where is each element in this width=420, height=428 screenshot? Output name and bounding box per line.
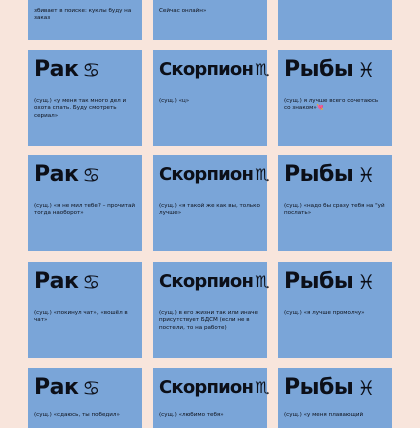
card-cancer	[28, 368, 142, 428]
sign-name: Скорпион	[159, 271, 254, 292]
sign-name: Скорпион	[159, 377, 254, 398]
scorpio-symbol-icon: ♏	[255, 378, 269, 397]
sign-name: Рыбы	[284, 162, 354, 187]
pisces-symbol-icon: ♓	[357, 270, 375, 294]
card-description: (сущ.) «я не мил тебе? – прочитай тогда наоборот»	[34, 203, 136, 217]
card-top-2	[153, 0, 267, 40]
card-description: (сущ.) «у меня плавающий	[284, 412, 364, 418]
card-pisces	[278, 262, 392, 358]
card-description: Сейчас онлайн»	[159, 8, 207, 14]
cancer-symbol-icon: ♋	[82, 163, 100, 187]
card-scorpio	[153, 368, 267, 428]
card-scorpio	[153, 155, 267, 251]
card-cancer	[28, 262, 142, 358]
card-description: (сущ.) «у меня так много дел и охота спать. Буду смотреть сериал»	[34, 98, 127, 119]
card-description: (сущ.) «любимо тебя»	[159, 412, 224, 418]
sign-name: Рак	[34, 375, 79, 400]
card-pisces	[278, 50, 392, 146]
sign-name: Рыбы	[284, 375, 354, 400]
card-description: (сущ.) «я лучше промолчу»	[284, 310, 365, 316]
pisces-symbol-icon: ♓	[357, 163, 375, 187]
sign-name: Рак	[34, 57, 79, 82]
cancer-symbol-icon: ♋	[82, 270, 100, 294]
card-description: (сущ.) я лучше всего сочетаюсь со знаком»💘	[284, 98, 379, 112]
pisces-symbol-icon: ♓	[357, 376, 375, 400]
scorpio-symbol-icon: ♏	[255, 60, 269, 79]
card-pisces	[278, 368, 392, 428]
pisces-symbol-icon: ♓	[357, 58, 375, 82]
card-description: (сущ.) «надо бы сразу тебя на "уй послать»	[284, 203, 385, 217]
card-scorpio	[153, 50, 267, 146]
sign-name: Рак	[34, 269, 79, 294]
sign-name: Рыбы	[284, 57, 354, 82]
sign-name: Рак	[34, 162, 79, 187]
card-pisces	[278, 155, 392, 251]
card-cancer	[28, 50, 142, 146]
sign-name: Скорпион	[159, 164, 254, 185]
cancer-symbol-icon: ♋	[82, 376, 100, 400]
cancer-symbol-icon: ♋	[82, 58, 100, 82]
card-description: (сущ.) «покинул чат», «вошёл в чат»	[34, 310, 128, 324]
card-description: (сущ.) «ц»	[159, 98, 190, 104]
card-description: (сущ.) в его жизни так или иначе присутствует БДСМ (если не в постели, то на работе)	[159, 310, 258, 331]
card-top-3	[278, 0, 392, 40]
sign-name: Рыбы	[284, 269, 354, 294]
scorpio-symbol-icon: ♏	[255, 165, 269, 184]
card-description: збивает в поиске: куклы буду на заказ	[34, 8, 132, 22]
scorpio-symbol-icon: ♏	[255, 272, 269, 291]
card-top-1	[28, 0, 142, 40]
card-scorpio	[153, 262, 267, 358]
card-cancer	[28, 155, 142, 251]
sign-name: Скорпион	[159, 59, 254, 80]
card-description: (сущ.) «сдаюсь, ты победил»	[34, 412, 120, 418]
card-description: (сущ.) «я такой же как вы, только лучше»	[159, 203, 260, 217]
